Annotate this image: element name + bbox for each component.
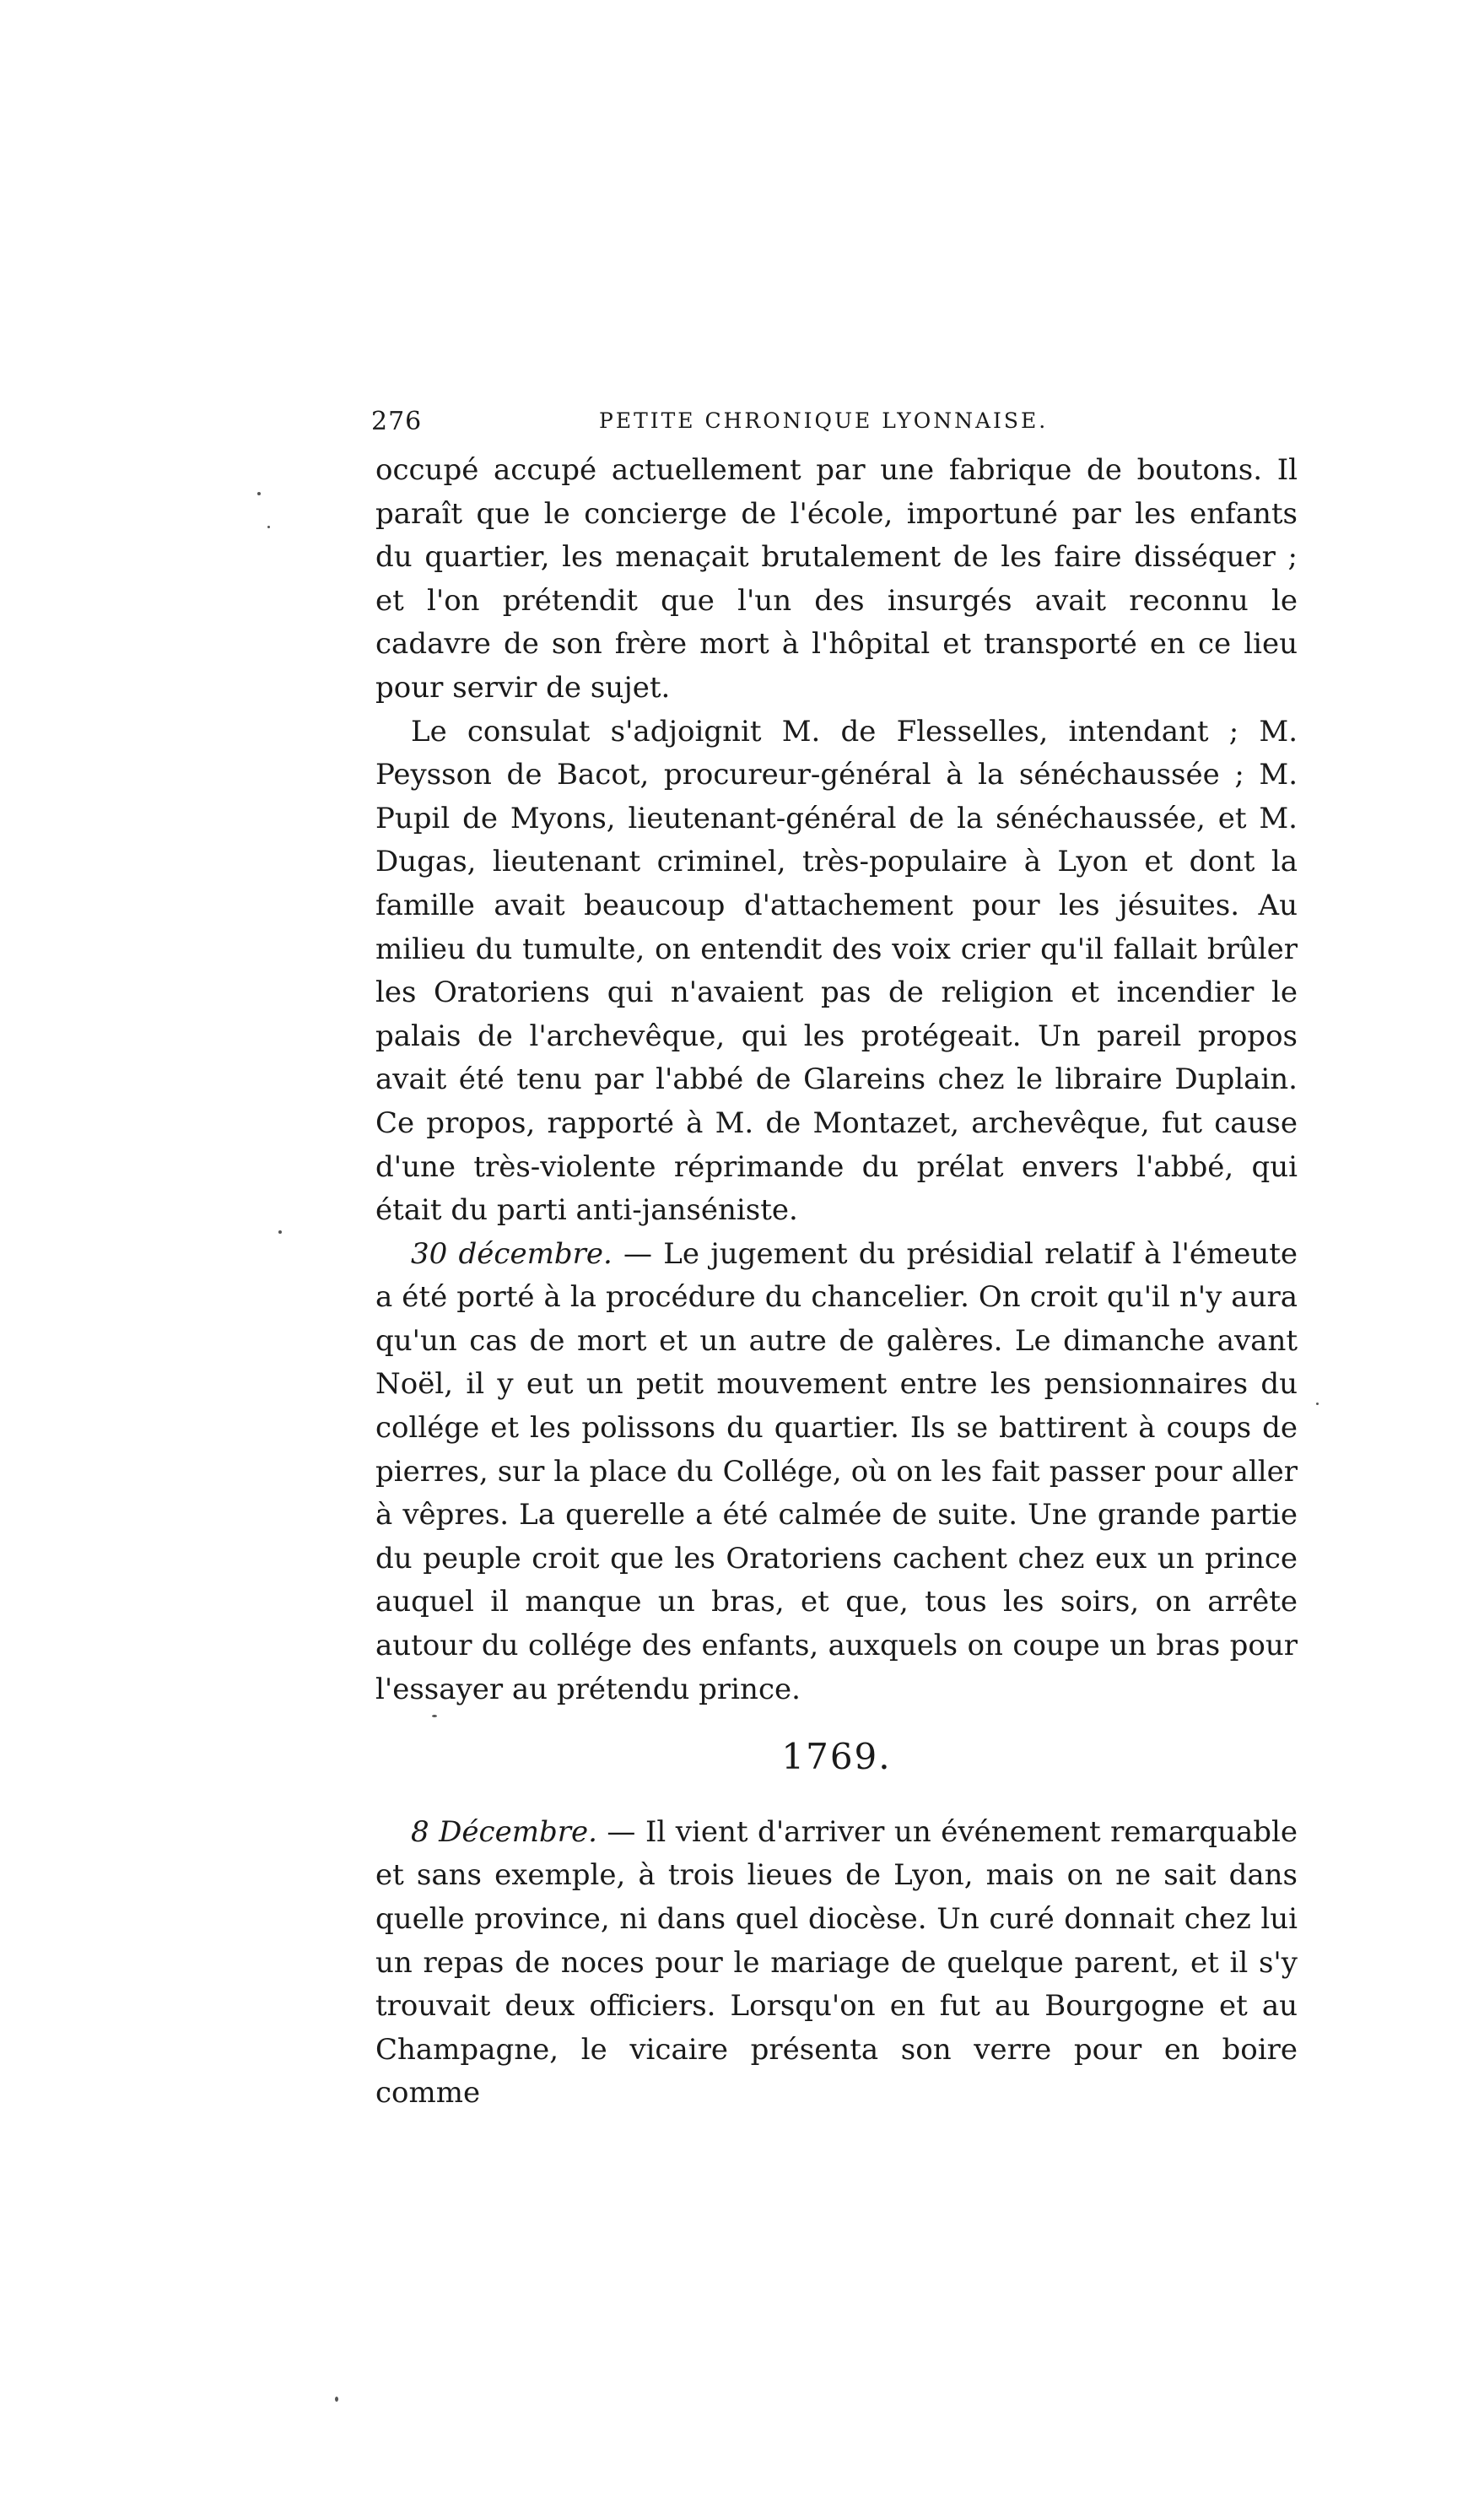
paragraph-8-decembre-text: — Il vient d'arriver un événement remarquable et sans exemple, à trois lieues de Lyon, mais on ne sait dans quelle province, ni dans quel diocèse. Un curé donnait chez lui un repas de noces pour le mariage de quelque parent, et il s'y trouvait deux officiers. Lorsqu'on en fut au Bourgogne et au Champagne, le vicaire présenta son verre pour en boire comme [375, 1814, 1298, 2111]
scan-speck [257, 492, 261, 495]
body-text [375, 449, 1298, 2116]
scan-speck [267, 526, 270, 528]
scan-speck [432, 1715, 437, 1717]
paragraph-continuation: occupé accupé actuellement par une fabrique de boutons. Il paraît que le concierge de l'école, importuné par les enfants du quartier, les menaçait brutalement de les faire disséquer ; et l'on prétendit que l'un des insurgés avait reconnu le cadavre de son frère mort à l'hôpital et transporté en ce lieu pour servir de sujet. [375, 453, 1298, 705]
page-number: 276 [371, 407, 423, 436]
paragraph-30-decembre-text: — Le jugement du présidial relatif à l'émeute a été porté à la procédure du chancelier. On croit qu'il n'y aura qu'un cas de mort et un autre de galères. Le dimanche avant Noël, il y eut un petit mouvement entre les pensionnaires du collége et les polissons du quartier. Ils se battirent à coups de pierres, sur la place du Collége, où on les fait passer pour aller à vêpres. La querelle a été calmée de suite. Une grande partie du peuple croit que les Oratoriens cachent chez eux un prince auquel il manque un bras, et que, tous les soirs, on arrête autour du collége des enfants, auxquels on coupe un bras pour l'essayer au prétendu prince. [375, 1236, 1298, 1706]
running-title: PETITE CHRONIQUE LYONNAISE. [599, 408, 1049, 433]
scan-speck [335, 2397, 338, 2402]
paragraph-consulat: Le consulat s'adjoignit M. de Flesselles, intendant ; M. Peysson de Bacot, procureur-général à la sénéchaussée ; M. Pupil de Myons, lieutenant-général de la sénéchaussée, et M. Dugas, lieutenant criminel, très-populaire à Lyon et dont la famille avait beaucoup d'attachement pour les jésuites. Au milieu du tumulte, on entendit des voix crier qu'il fallait brûler les Oratoriens qui n'avaient pas de religion et incendier le palais de l'archevêque, qui les protégeait. Un pareil propos avait été tenu par l'abbé de Glareins chez le libraire Duplain. Ce propos, rapporté à M. de Montazet, archevêque, fut cause d'une très-violente réprimande du prélat envers l'abbé, qui était du parti anti-janséniste. [375, 714, 1298, 1228]
dateline-8-decembre: 8 Décembre. [411, 1814, 597, 1849]
dateline-30-decembre: 30 décembre. [411, 1236, 612, 1271]
paragraph-8-decembre [375, 1811, 1298, 2116]
year-heading: 1769. [781, 1736, 892, 1778]
scan-speck [1316, 1403, 1319, 1405]
paragraph-30-decembre [375, 1233, 1298, 1712]
scan-speck [278, 1230, 282, 1234]
page-header [371, 407, 1298, 447]
